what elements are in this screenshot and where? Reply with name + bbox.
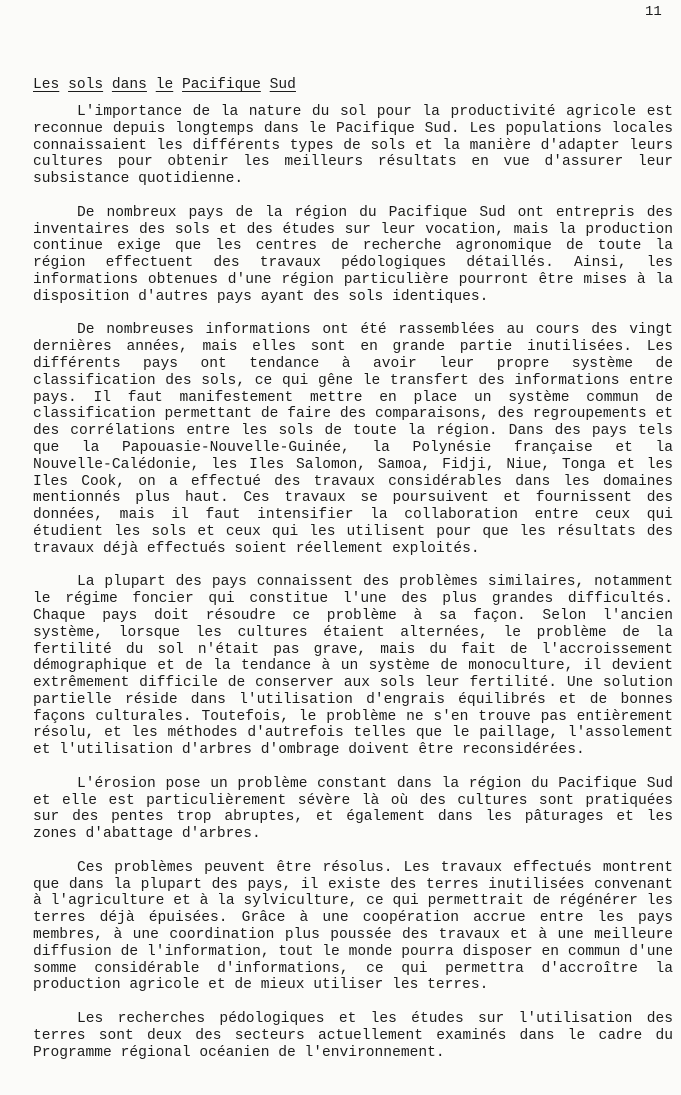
body-text [33,104,673,1078]
paragraph [33,574,673,759]
text-line: des corrélations entre les sols de toute la région. Dans des pays tels [33,423,673,440]
text-line: cultures pour obtenir les meilleurs résultats en vue d'assurer leur [33,154,673,171]
text-line: à l'agriculture et à la sylviculture, ce qui permettrait de régénérer les [33,893,673,910]
text-line: connaissaient les différents types de sols et la manière d'adapter leurs [33,137,673,154]
title-word: sols [68,77,104,93]
text-line: production agricole et de mieux utiliser les terres. [33,977,489,994]
text-line: De nombreux pays de la région du Pacifique Sud ont entrepris des [77,204,673,221]
page-number: 11 [645,4,662,20]
paragraph [33,1011,673,1061]
text-line: travaux déjà effectués soient réellement exploités. [33,540,480,557]
text-line: Ces problèmes peuvent être résolus. Les travaux effectués montrent [77,859,673,876]
title-word: dans [111,77,147,93]
text-line: système, lorsque les cultures étaient alternées, le problème de la [33,624,673,641]
text-line: fertilité du sol n'était pas grave, mais du fait de l'accroissement [33,641,673,658]
text-line: subsistance quotidienne. [33,171,244,188]
text-line: région effectuent des travaux pédologiques détaillés. Ainsi, les [33,255,673,272]
text-line: le régime foncier qui constitue l'une des plus grandes difficultés. [33,591,673,608]
text-line: zones d'abattage d'arbres. [33,826,261,843]
paragraph [33,322,673,557]
text-line: sur des pentes trop abruptes, et également dans les pâturages et les [33,809,673,826]
text-line: terres sont deux des secteurs actuellement examinés dans le cadre du [33,1027,673,1044]
title-word: Sud [269,77,296,93]
title-word: Les [33,77,60,93]
text-line: différents pays ont tendance à avoir leur propre système de [33,355,673,372]
text-line: Nouvelle-Calédonie, les Iles Salomon, Samoa, Fidji, Niue, Tonga et les [33,456,673,473]
title-word: Pacifique [182,77,261,93]
paragraph [33,205,673,306]
text-line: et elle est particulièrement sévère là où des cultures sont pratiquées [33,792,673,809]
text-line: diffusion de l'information, tout le monde pourra disposer en commun d'une [33,943,673,960]
text-line: façons culturales. Toutefois, le problème ne s'en trouve pas entièrement [33,708,673,725]
text-line: que la Papouasie-Nouvelle-Guinée, la Polynésie française et la [33,439,673,456]
text-line: Programme régional océanien de l'environnement. [33,1044,445,1061]
text-line: mentionnés plus haut. Ces travaux se poursuivent et fournissent des [33,490,673,507]
text-line: extrêmement difficile de conserver aux sols leur fertilité. Une solution [33,675,673,692]
text-line: étudient les sols et ceux qui les utilisent pour que les résultats des [33,523,673,540]
text-line: De nombreuses informations ont été rassemblées au cours des vingt [77,322,673,339]
text-line: que dans la plupart des pays, il existe des terres inutilisées convenant [33,876,673,893]
text-line: informations obtenues d'une région particulière pourront être mises à la [33,271,673,288]
text-line: Iles Cook, on a effectué des travaux considérables dans les domaines [33,473,673,490]
text-line: inventaires des sols et des études sur leur vocation, mais la production [33,221,673,238]
section-title [33,77,305,93]
text-line: Chaque pays doit résoudre ce problème à sa façon. Selon l'ancien [33,607,673,624]
text-line: terres déjà épuisées. Grâce à une coopération accrue entre les pays [33,910,673,927]
title-word: le [155,77,174,93]
text-line: continue exige que les centres de recherche agronomique de toute la [33,238,673,255]
text-line: L'importance de la nature du sol pour la productivité agricole est [77,104,673,120]
paragraph [33,104,673,188]
text-line: reconnue depuis longtemps dans le Pacifique Sud. Les populations locales [33,120,673,137]
text-line: démographique et de la tendance à un système de monoculture, il devient [33,658,673,675]
text-line: disposition d'autres pays ayant des sols identiques. [33,288,489,305]
text-line: et l'utilisation d'arbres d'ombrage doivent être reconsidérées. [33,742,585,759]
text-line: La plupart des pays connaissent des problèmes similaires, notamment [77,574,673,591]
text-line: données, mais il faut intensifier la collaboration entre ceux qui [33,507,673,524]
text-line: membres, à une coordination plus poussée des travaux et à une meilleure [33,927,673,944]
text-line: dernières années, mais elles sont en grande partie inutilisées. Les [33,339,673,356]
text-line: classification permettant de faire des comparaisons, des regroupements et [33,406,673,423]
paragraph [33,776,673,843]
paragraph [33,860,673,994]
text-line: Les recherches pédologiques et les études sur l'utilisation des [77,1011,673,1028]
text-line: partielle réside dans l'utilisation d'engrais équilibrés et de bonnes [33,691,673,708]
text-line: L'érosion pose un problème constant dans la région du Pacifique Sud [77,775,673,792]
text-line: résolu, et les méthodes d'autrefois telles que le paillage, l'assolement [33,725,673,742]
text-line: pays. Il faut manifestement mettre en place un système commun de [33,389,673,406]
text-line: classification des sols, ce qui gêne le transfert des informations entre [33,372,673,389]
text-line: somme considérable d'informations, ce qui permettra d'accroître la [33,960,673,977]
